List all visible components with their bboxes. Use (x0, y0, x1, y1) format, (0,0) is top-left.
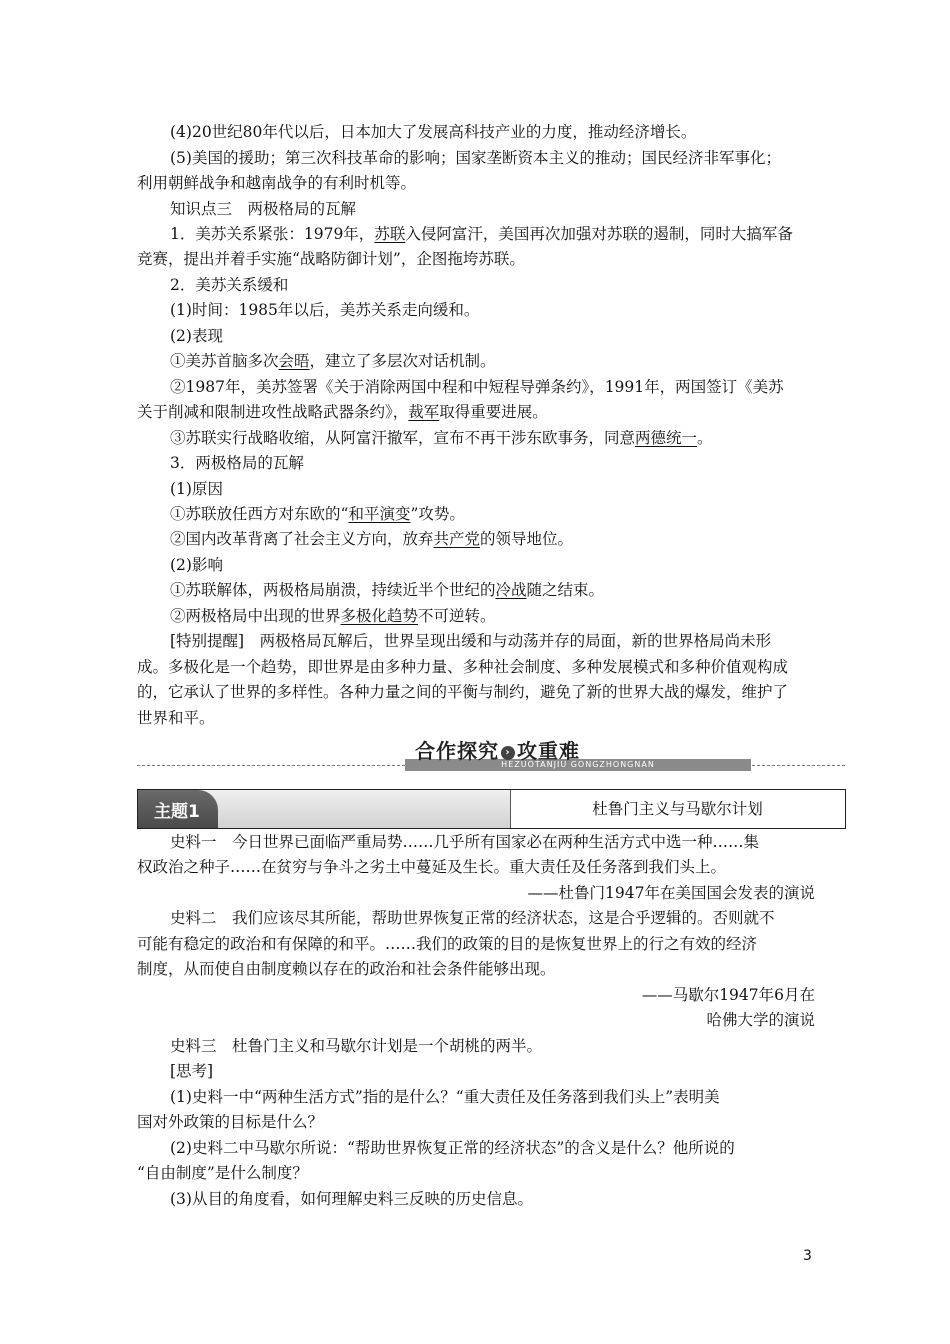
topic-header (137, 789, 846, 829)
section-banner (137, 735, 845, 775)
paragraph-line: 1．美苏关系紧张：1979年，苏联入侵阿富汗，美国再次加强对苏联的遏制，同时大搞军备 (170, 225, 793, 243)
question-line: 国对外政策的目标是什么？ (137, 1113, 324, 1131)
question-line: (2)史料二中马歇尔所说：“帮助世界恢复正常的经济状态”的含义是什么？他所说的 (170, 1139, 735, 1157)
paragraph-line: 2．美苏关系缓和 (170, 276, 289, 294)
paragraph-line: (5)美国的援助；第三次科技革命的影响；国家垄断资本主义的推动；国民经济非军事化； (170, 149, 781, 167)
banner-title: 合作探究 › 攻重难 (415, 739, 580, 763)
question-line: (1)史料一中“两种生活方式”指的是什么？“重大责任及任务落到我们头上”表明美 (170, 1088, 720, 1106)
paragraph-line: (2)表现 (170, 327, 223, 345)
paragraph-line: 利用朝鲜战争和越南战争的有利时机等。 (137, 174, 417, 192)
source-line: 可能有稳定的政治和有保障的和平。……我们的政策的目的是恢复世界上的行之有效的经济 (137, 935, 758, 953)
source-line: 史料二 我们应该尽其所能，帮助世界恢复正常的经济状态，这是合乎逻辑的。否则就不 (170, 909, 775, 927)
source-citation: ——杜鲁门1947年在美国国会发表的演说 (527, 884, 815, 902)
paragraph-line: ②国内改革背离了社会主义方向，放弃共产党的领导地位。 (170, 530, 574, 548)
source-line: 史料一 今日世界已面临严重局势……几乎所有国家必在两种生活方式中选一种……集 (170, 833, 760, 851)
underlined-answer: 两德统一 (635, 429, 698, 447)
underlined-answer: 冷战 (495, 581, 527, 599)
source-citation: 哈佛大学的演说 (706, 1011, 815, 1029)
underlined-answer: 会晤 (278, 352, 310, 370)
banner-pinyin: HEZUOTANJIU GONGZHONGNAN (405, 759, 751, 771)
paragraph-line: 3．两极格局的瓦解 (170, 454, 304, 472)
topic-heading: 杜鲁门主义与马歇尔计划 (592, 800, 763, 818)
paragraph-line: (4)20世纪80年代以后，日本加大了发展高科技产业的力度，推动经济增长。 (170, 123, 697, 141)
source-line: 史料三 杜鲁门主义和马歇尔计划是一个胡桃的两半。 (170, 1037, 543, 1055)
paragraph-line: ①苏联放任西方对东欧的“和平演变”攻势。 (170, 505, 465, 523)
paragraph-line: ①苏联解体，两极格局崩溃，持续近半个世纪的冷战随之结束。 (170, 581, 605, 599)
underlined-answer: 多极化趋势 (340, 607, 419, 625)
underlined-answer: 苏联 (374, 225, 406, 243)
source-line: 权政治之种子……在贫穷与争斗之劣土中蔓延及生长。重大责任及任务落到我们头上。 (137, 858, 727, 876)
paragraph-line: (1)时间：1985年以后，美苏关系走向缓和。 (170, 301, 480, 319)
paragraph-line: ③苏联实行战略收缩，从阿富汗撤军，宣布不再干涉东欧事务，同意两德统一。 (170, 429, 713, 447)
note-line: [特别提醒] 两极格局瓦解后，世界呈现出缓和与动荡并存的局面，新的世界格局尚未形 (170, 632, 772, 650)
paragraph-line: ②1987年，美苏签署《关于消除两国中程和中短程导弹条约》，1991年，两国签订《美苏 (170, 378, 784, 396)
topic-label: 主题1 (154, 802, 200, 822)
underlined-answer: 共产党 (433, 530, 481, 548)
note-line: 世界和平。 (137, 709, 215, 727)
underlined-answer: 和平演变 (348, 505, 411, 523)
think-label: [思考] (170, 1062, 214, 1080)
question-line: “自由制度”是什么制度？ (137, 1164, 308, 1182)
paragraph-line: (2)影响 (170, 556, 223, 574)
paragraph-line: 关于削减和限制进攻性战略武器条约》，裁军取得重要进展。 (137, 403, 548, 421)
paragraph-line: 竞赛，提出并着手实施“战略防御计划”，企图拖垮苏联。 (137, 250, 525, 268)
arrow-icon: › (501, 746, 515, 760)
paragraph-line: (1)原因 (170, 480, 223, 498)
note-line: 成。多极化是一个趋势，即世界是由多种力量、多种社会制度、多种发展模式和多种价值观构成 (137, 658, 789, 676)
source-citation: ——马歇尔1947年6月在 (641, 986, 815, 1004)
question-line: (3)从目的角度看，如何理解史料三反映的历史信息。 (170, 1190, 533, 1208)
page-number: 3 (803, 1248, 812, 1264)
section-heading: 知识点三 两极格局的瓦解 (170, 200, 357, 218)
paragraph-line: ①美苏首脑多次会晤，建立了多层次对话机制。 (170, 352, 496, 370)
source-line: 制度，从而使自由制度赖以存在的政治和社会条件能够出现。 (137, 960, 556, 978)
underlined-answer: 裁军 (408, 403, 440, 421)
paragraph-line: ②两极格局中出现的世界多极化趋势不可逆转。 (170, 607, 496, 625)
note-line: 的，它承认了世界的多样性。各种力量之间的平衡与制约，避免了新的世界大战的爆发，维护了 (137, 683, 789, 701)
